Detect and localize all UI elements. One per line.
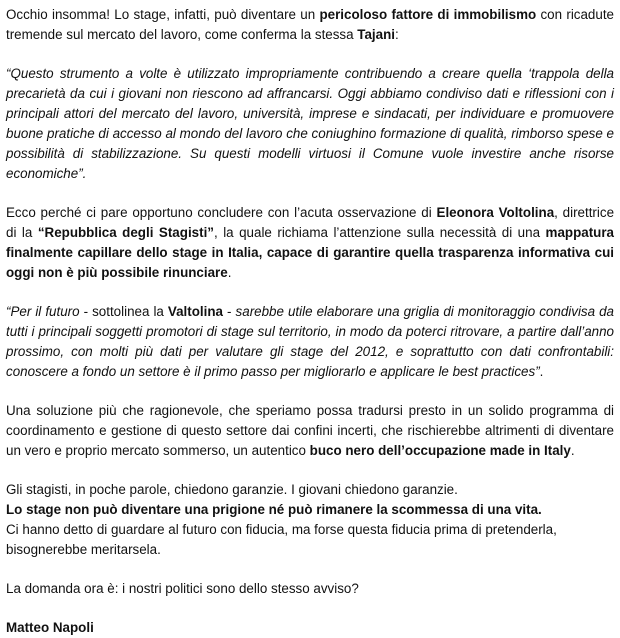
text-segment: Ecco perché ci pare opportuno concludere con l’acuta osservazione di xyxy=(6,205,437,220)
tajani-quote: “Questo strumento a volte è utilizzato impropriamente contribuendo a creare quella ‘trappola della precarietà da cui i giovani non riescono ad affrancarsi. Oggi abbiamo condiviso dati e riflessioni con i principali attori del mercato del lavoro, università, imprese e sindacati, per individuare e promuovere buone pratiche di accesso al mondo del lavoro che coniughino formazione di qualità, rimborso spese e possibilità di stabilizzazione. Su questi modelli virtuosi il Comune vuole investire anche risorse economiche”. xyxy=(6,66,614,181)
emphasis-buco-nero: buco nero dell’occupazione made in Italy xyxy=(309,443,571,458)
text-segment: - sottolinea la xyxy=(79,304,168,319)
question-paragraph: La domanda ora è: i nostri politici sono dello stesso avviso? xyxy=(6,581,359,596)
text-segment: . xyxy=(539,364,544,379)
solution-paragraph xyxy=(6,401,614,461)
quote-segment: “Per il futuro xyxy=(6,304,80,319)
intro-paragraph xyxy=(6,5,614,45)
author-name: Matteo Napoli xyxy=(6,620,94,635)
text-segment: , la quale richiama l’attenzione sulla necessità di una xyxy=(213,225,546,240)
emphasis-mappatura: mappatura finalmente capillare dello stage in Italia, capace di garantire quella trasparenza informativa cui oggi non è più possibile rinunciare xyxy=(6,225,614,280)
emphasis-repubblica-stagisti: “Repubblica degli Stagisti” xyxy=(37,225,214,240)
conclusion-paragraph xyxy=(6,480,614,560)
emphasis-tajani: Tajani xyxy=(357,27,395,42)
voltolina-quote xyxy=(6,302,614,382)
emphasis-voltolina-name: Eleonora Voltolina xyxy=(436,205,555,220)
voltolina-paragraph xyxy=(6,203,614,283)
text-segment: . xyxy=(570,443,575,458)
text-segment: con ricadute tremende sul mercato del lavoro, come conferma la stessa xyxy=(6,7,614,42)
conclusion-line-3: Ci hanno detto di guardare al futuro con fiducia, ma forse questa fiducia prima di pretenderla, bisognerebbe meritarsela. xyxy=(6,522,557,557)
text-segment: - xyxy=(223,304,236,319)
conclusion-line-1: Gli stagisti, in poche parole, chiedono garanzie. I giovani chiedono garanzie. xyxy=(6,482,458,497)
text-segment: . xyxy=(227,265,232,280)
author-signature xyxy=(6,618,614,638)
emphasis-immobilismo: pericoloso fattore di immobilismo xyxy=(319,7,537,22)
text-segment: : xyxy=(395,27,399,42)
text-segment: , direttrice di la xyxy=(6,205,615,240)
emphasis-valtolina: Valtolina xyxy=(167,304,223,319)
quote-segment: sarebbe utile elaborare una griglia di monitoraggio condivisa da tutti i principali soggetti promotori di stage sul territorio, in modo da poterci ritrovare, a partire dall’anno prossimo, con molti più dati per valutare gli stage del 2012, e soprattutto con dati confrontabili: conoscere a fondo un settore è il primo passo per migliorarlo e applicare le best practices” xyxy=(6,304,614,379)
text-segment: Occhio insomma! Lo stage, infatti, può diventare un xyxy=(6,7,320,22)
text-segment: Una soluzione più che ragionevole, che speriamo possa tradursi presto in un solido programma di coordinamento e gestione di questo settore dai confini incerti, che rischierebbe altrimenti di diventare un vero e proprio mercato sommerso, un autentico xyxy=(6,403,614,458)
conclusion-line-2-bold: Lo stage non può diventare una prigione né può rimanere la scommessa di una vita. xyxy=(6,502,542,517)
